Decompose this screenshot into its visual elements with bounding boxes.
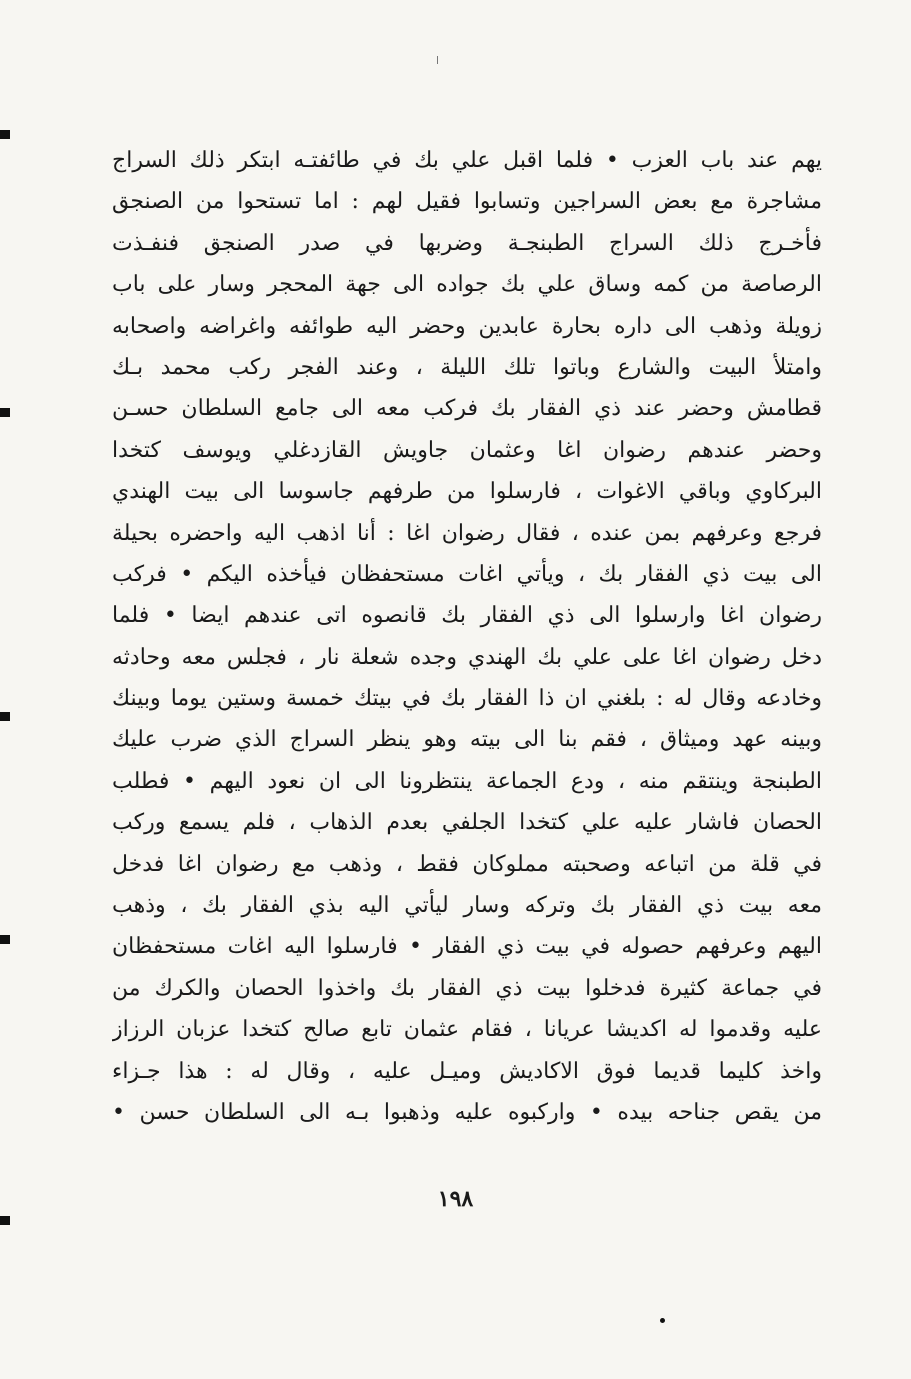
scan-edge-mark	[0, 1216, 10, 1225]
text-line: وحضر عندهم رضوان اغا وعثمان جاويش القازدغلي ويوسف كتخدا	[112, 437, 822, 463]
text-line: الحصان فاشار عليه علي كتخدا الجلفي بعدم الذهاب ، فلم يسمع وركب	[112, 810, 822, 836]
scan-edge-mark	[0, 935, 10, 944]
text-line: معه بيت ذي الفقار بك وتركه وسار ليأتي اليه بذي الفقار بك ، وذهب	[112, 893, 822, 919]
text-line: زويلة وذهب الى داره بحارة عابدين وحضر اليه طوائفه واغراضه واصحابه	[112, 313, 822, 339]
text-line: وامتلأ البيت والشارع وباتوا تلك الليلة ، وعند الفجر ركب محمد بـك	[112, 354, 822, 380]
text-line: مشاجرة مع بعض السراجين وتسابوا فقيل لهم : اما تستحوا من الصنجق	[112, 189, 822, 215]
text-line: عليه وقدموا له اكديشا عريانا ، فقام عثمان تابع صالح كتخدا عزبان الرزاز	[112, 1017, 822, 1043]
text-line: فأخـرج ذلك السراج الطبنجـة وضربها في صدر الصنجق فنفـذت	[112, 230, 822, 256]
scan-edge-mark	[0, 712, 10, 721]
body-text	[112, 140, 822, 1133]
text-line: وبينه عهد وميثاق ، فقم بنا الى بيته وهو ينظر السراج الذي ضرب عليك	[112, 727, 822, 753]
text-line: وخادعه وقال له : بلغني ان ذا الفقار بك في بيتك خمسة وستين يوما وبينك	[112, 686, 822, 712]
text-line: الى بيت ذي الفقار بك ، ويأتي اغات مستحفظان فيأخذه اليكم • فركب	[112, 561, 822, 587]
text-line: واخذ كليما قديما فوق الاكاديش وميـل عليه ، وقال له : هذا جـزاء	[112, 1058, 822, 1084]
text-line: البركاوي وباقي الاغوات ، فارسلوا من طرفهم جاسوسا الى بيت الهندي	[112, 479, 822, 505]
text-line: فرجع وعرفهم بمن عنده ، فقال رضوان اغا : أنا اذهب اليه واحضره بحيلة	[112, 520, 822, 546]
text-line: اليهم وعرفهم حصوله في بيت ذي الفقار • فارسلوا اليه اغات مستحفظان	[112, 934, 822, 960]
text-line: رضوان اغا وارسلوا الى ذي الفقار بك قانصوه اتى عندهم ايضا • فلما	[112, 603, 822, 629]
text-line: دخل رضوان اغا على علي بك الهندي وجده شعلة نار ، فجلس معه وحادثه	[112, 644, 822, 670]
text-line: قطامش وحضر عند ذي الفقار بك فركب معه الى جامع السلطان حسـن	[112, 396, 822, 422]
text-line: الطبنجة وينتقم منه ، ودع الجماعة ينتظرونا الى ان نعود اليهم • فطلب	[112, 768, 822, 794]
scan-edge-mark	[0, 130, 10, 139]
scan-edge-mark	[0, 408, 10, 417]
text-line: في قلة من اتباعه وصحبته مملوكان فقط ، وذهب مع رضوان اغا فدخل	[112, 851, 822, 877]
text-line: يهم عند باب العزب • فلما اقبل علي بك في طائفتـه ابتكر ذلك السراج	[112, 148, 822, 173]
text-line: الرصاصة من كمه وساق علي بك جواده الى جهة المحجر وسار على باب	[112, 272, 822, 298]
page-number: ١٩٨	[437, 1186, 474, 1212]
text-line: من يقص جناحه بيده • واركبوه عليه وذهبوا بـه الى السلطان حسن •	[112, 1099, 822, 1125]
text-line: في جماعة كثيرة فدخلوا بيت ذي الفقار بك واخذوا الحصان والكرك من	[112, 975, 822, 1001]
scan-speck	[660, 1318, 665, 1323]
scan-speck	[437, 56, 438, 64]
